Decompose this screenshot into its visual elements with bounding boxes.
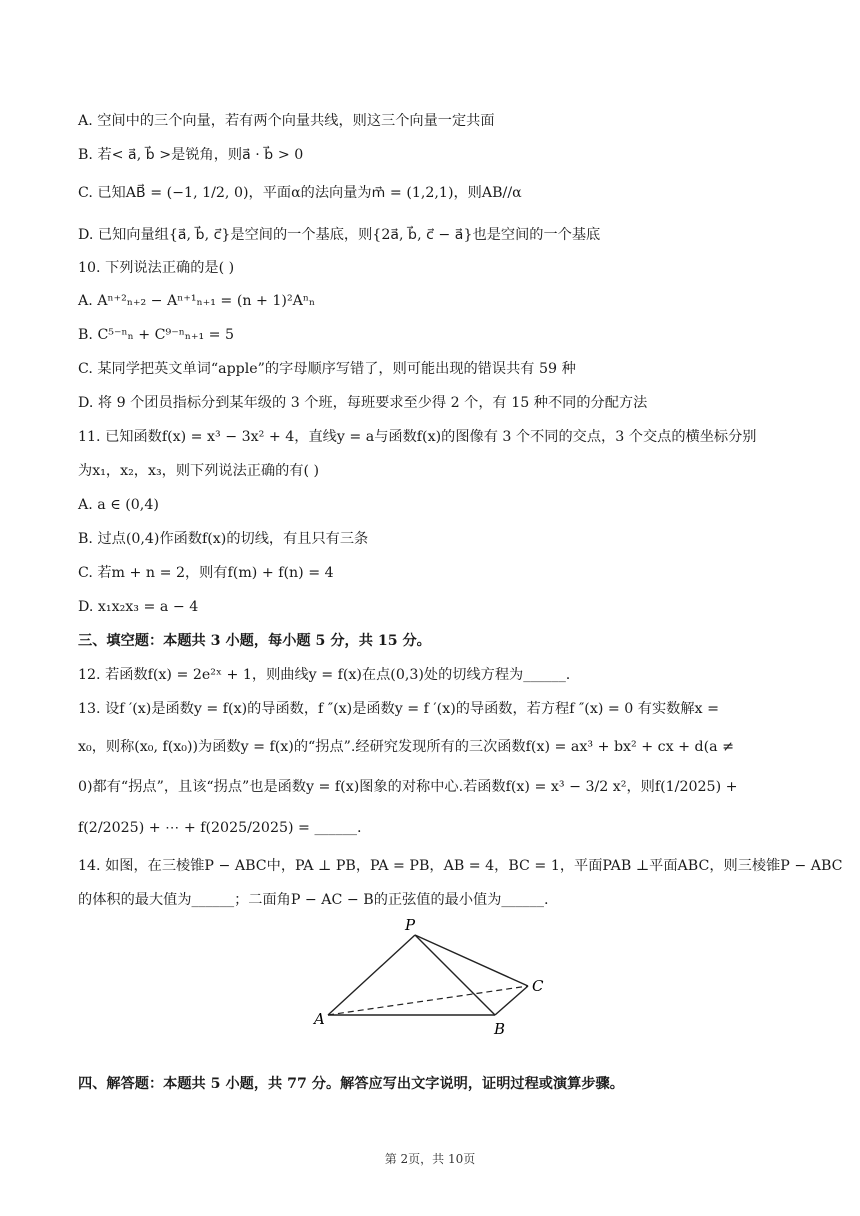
vertex-label-a: A xyxy=(314,1010,325,1028)
option-10a: A. Aⁿ⁺²ₙ₊₂ − Aⁿ⁺¹ₙ₊₁ = (n + 1)²Aⁿₙ xyxy=(78,293,316,309)
option-9a: A. 空间中的三个向量，若有两个向量共线，则这三个向量一定共面 xyxy=(78,113,495,129)
question-10-stem: 10. 下列说法正确的是( ) xyxy=(78,260,235,276)
vertex-label-b: B xyxy=(494,1020,506,1038)
option-9c: C. 已知AB⃗ = (−1, 1/2, 0)，平面α的法向量为m⃗ = (1,2,1)，则AB//α xyxy=(78,185,522,201)
option-11a: A. a ∈ (0,4) xyxy=(78,497,159,513)
question-13-line2: x₀，则称(x₀, f(x₀))为函数y = f(x)的“拐点”.经研究发现所有的三次函数f(x) = ax³ + bx² + cx + d(a ≠ xyxy=(78,739,734,755)
question-13-line3: 0)都有“拐点”，且该“拐点”也是函数y = f(x)图象的对称中心.若函数f(x) = x³ − 3/2 x²，则f(1/2025) + xyxy=(78,779,738,795)
tetrahedron-figure xyxy=(300,915,560,1040)
option-11c: C. 若m + n = 2，则有f(m) + f(n) = 4 xyxy=(78,565,334,581)
question-13-line4: f(2/2025) + ⋯ + f(2025/2025) = ______. xyxy=(78,820,362,836)
question-13-line1: 13. 设f ′(x)是函数y = f(x)的导函数，f ″(x)是函数y = f ′(x)的导函数，若方程f ″(x) = 0 有实数解x = xyxy=(78,701,719,717)
question-11-stem-line2: 为x₁，x₂，x₃，则下列说法正确的有( ) xyxy=(78,463,320,479)
page-footer: 第 2页，共 10页 xyxy=(384,1152,476,1166)
option-10b: B. C⁵⁻ⁿₙ + C⁹⁻ⁿₙ₊₁ = 5 xyxy=(78,327,235,343)
option-11d: D. x₁x₂x₃ = a − 4 xyxy=(78,599,199,615)
question-12: 12. 若函数f(x) = 2e²ˣ + 1，则曲线y = f(x)在点(0,3)处的切线方程为______. xyxy=(78,667,571,683)
question-11-stem-line1: 11. 已知函数f(x) = x³ − 3x² + 4，直线y = a与函数f(x)的图像有 3 个不同的交点，3 个交点的横坐标分别 xyxy=(78,429,757,445)
vertex-label-p: P xyxy=(405,916,416,934)
option-9d: D. 已知向量组{a⃗, b⃗, c⃗}是空间的一个基底，则{2a⃗, b⃗, c⃗ − a⃗}也是空间的一个基底 xyxy=(78,227,601,243)
vertex-label-c: C xyxy=(532,977,544,995)
option-10c: C. 某同学把英文单词“apple”的字母顺序写错了，则可能出现的错误共有 59 种 xyxy=(78,361,576,377)
question-14-line1: 14. 如图，在三棱锥P − ABC中，PA ⊥ PB，PA = PB，AB = 4，BC = 1，平面PAB ⊥平面ABC，则三棱锥P − ABC xyxy=(78,858,843,874)
option-9b: B. 若< a⃗, b⃗ >是锐角，则a⃗ · b⃗ > 0 xyxy=(78,147,304,163)
section-4-heading: 四、解答题：本题共 5 小题，共 77 分。解答应写出文字说明，证明过程或演算步骤。 xyxy=(78,1076,624,1092)
option-10d: D. 将 9 个团员指标分到某年级的 3 个班，每班要求至少得 2 个，有 15 种不同的分配方法 xyxy=(78,395,648,411)
question-14-line2: 的体积的最大值为______；二面角P − AC − B的正弦值的最小值为______. xyxy=(78,892,549,908)
option-11b: B. 过点(0,4)作函数f(x)的切线，有且只有三条 xyxy=(78,531,369,547)
section-3-heading: 三、填空题：本题共 3 小题，每小题 5 分，共 15 分。 xyxy=(78,633,431,649)
